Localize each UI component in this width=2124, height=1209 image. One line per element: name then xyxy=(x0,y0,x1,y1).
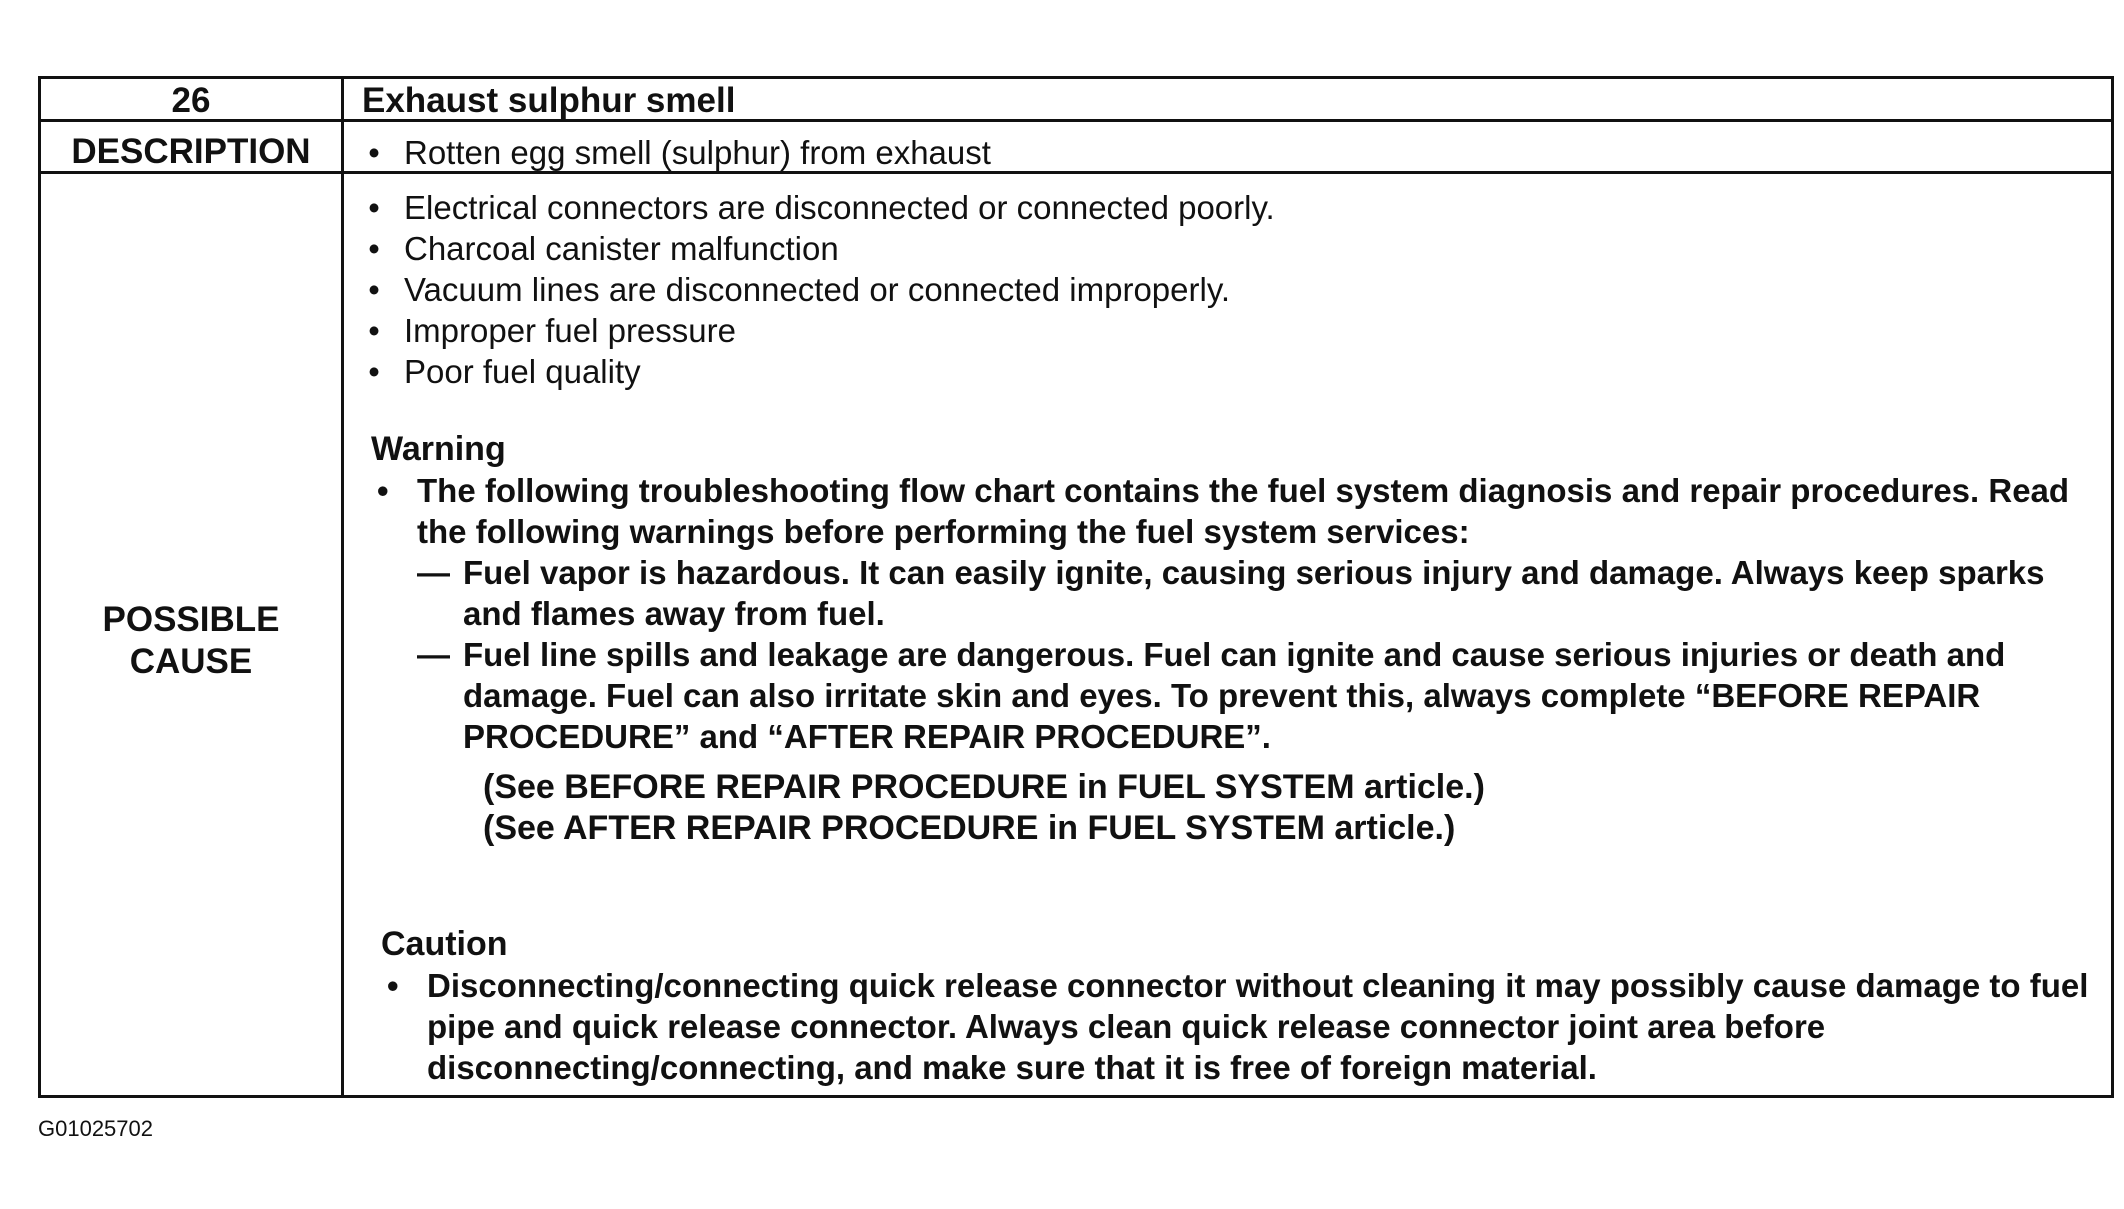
bullet-icon: • xyxy=(368,312,380,349)
item-title: Exhaust sulphur smell xyxy=(362,81,736,120)
cause-list xyxy=(344,187,2111,392)
cause-item xyxy=(344,228,2111,269)
figure-code: G01025702 xyxy=(38,1116,153,1141)
see-references xyxy=(483,767,2081,849)
description-list xyxy=(344,132,2111,173)
warning-dash-item xyxy=(417,634,2081,757)
bullet-icon: • xyxy=(387,967,399,1004)
item-number: 26 xyxy=(171,81,211,120)
caution-block xyxy=(381,924,2101,1088)
warning-heading: Warning xyxy=(371,430,506,468)
dash-icon: — xyxy=(417,636,450,673)
cause-text: Improper fuel pressure xyxy=(404,312,736,349)
possible-cause-label-line2: CAUSE xyxy=(129,642,253,681)
warning-block xyxy=(371,429,2081,849)
bullet-icon: • xyxy=(368,353,380,390)
cause-item xyxy=(344,187,2111,228)
caution-text: Disconnecting/connecting quick release connector without cleaning it may possibly cause damage to fuel pipe and quick release connector. Always clean quick release connector joint area before disconnecting/connecting, and make sure that it is free of foreign material. xyxy=(427,967,2089,1086)
description-text: Rotten egg smell (sulphur) from exhaust xyxy=(404,134,991,171)
cause-item xyxy=(344,351,2111,392)
bullet-icon: • xyxy=(377,472,389,509)
possible-cause-label-line1: POSSIBLE xyxy=(102,600,280,639)
see-after-repair: (See AFTER REPAIR PROCEDURE in FUEL SYSTEM article.) xyxy=(483,809,1456,847)
warning-dash-text: Fuel line spills and leakage are dangerous. Fuel can ignite and cause serious injuries or death and damage. Fuel can also irritate skin and eyes. To prevent this, always complete “BEFORE REPAIR PROCEDURE” and “AFTER REPAIR PROCEDURE”. xyxy=(463,636,2006,755)
warning-dash-item xyxy=(417,552,2081,634)
cause-text: Charcoal canister malfunction xyxy=(404,230,839,267)
description-item xyxy=(344,132,2111,173)
cause-text: Poor fuel quality xyxy=(404,353,641,390)
troubleshooting-table xyxy=(38,76,2114,1098)
cause-item xyxy=(344,269,2111,310)
warning-text: The following troubleshooting flow chart contains the fuel system diagnosis and repair procedures. Read the following warnings before performing the fuel system services: xyxy=(417,472,2070,550)
dash-icon: — xyxy=(417,554,450,591)
warning-dash-text: Fuel vapor is hazardous. It can easily ignite, causing serious injury and damage. Always keep sparks and flames away from fuel. xyxy=(463,554,2045,632)
warning-item xyxy=(371,470,2081,552)
bullet-icon: • xyxy=(368,134,380,171)
caution-heading: Caution xyxy=(381,925,508,963)
cause-item xyxy=(344,310,2111,351)
caution-item xyxy=(381,965,2101,1088)
description-label: DESCRIPTION xyxy=(71,132,311,171)
cause-text: Vacuum lines are disconnected or connected improperly. xyxy=(404,271,1231,308)
bullet-icon: • xyxy=(368,230,380,267)
bullet-icon: • xyxy=(368,189,380,226)
bullet-icon: • xyxy=(368,271,380,308)
possible-cause-label xyxy=(41,599,341,683)
see-before-repair: (See BEFORE REPAIR PROCEDURE in FUEL SYSTEM article.) xyxy=(483,768,1485,806)
cause-text: Electrical connectors are disconnected or connected poorly. xyxy=(404,189,1275,226)
